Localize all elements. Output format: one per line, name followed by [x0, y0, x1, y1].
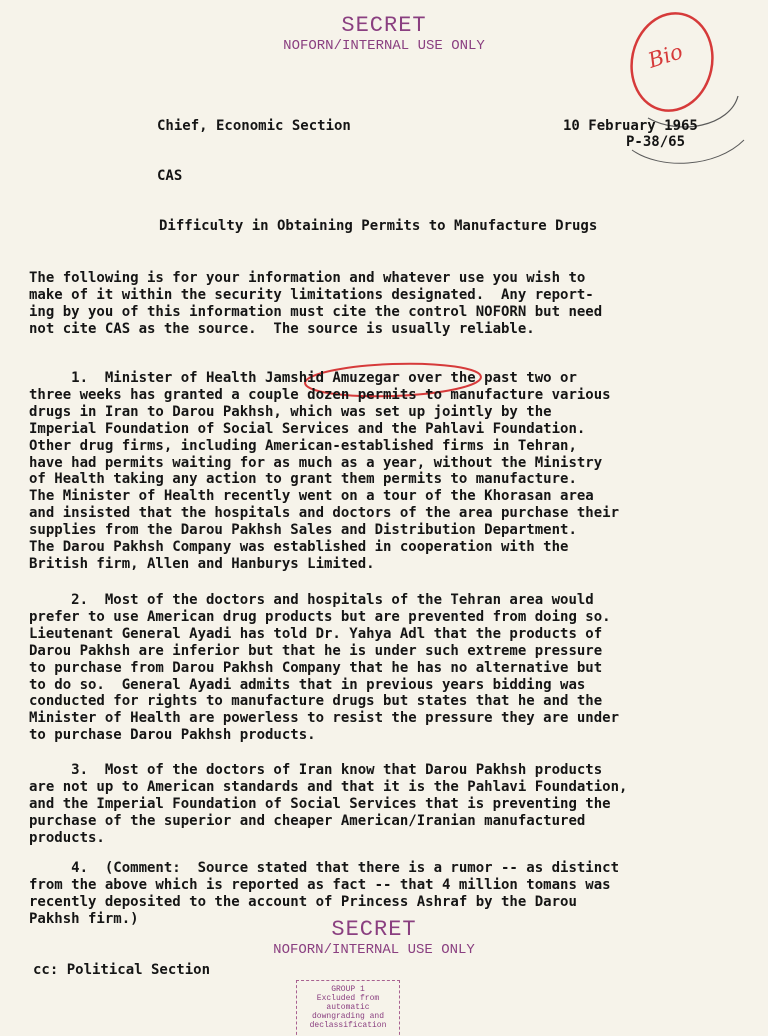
memo-reference: P-38/65 — [626, 134, 686, 150]
group-stamp — [296, 980, 400, 1036]
memo-to: Chief, Economic Section — [157, 118, 351, 134]
memo-from: CAS — [157, 168, 183, 184]
memo-date: 10 February 1965 — [563, 118, 698, 134]
paragraph-4: 4. (Comment: Source stated that there is a rumor -- as distinct from the above which is reported as fact -- that 4 million tomans was recently deposited to the account of Princess Ashraf by the Darou Pakhsh firm.) — [29, 860, 620, 927]
classification-caveat: NOFORN/INTERNAL USE ONLY — [283, 38, 485, 54]
classification-caveat-bottom: NOFORN/INTERNAL USE ONLY — [273, 942, 475, 958]
paragraph-1: 1. Minister of Health Jamshid Amuzegar over the past two or three weeks has granted a couple dozen permits to manufacture various drugs in Iran to Darou Pakhsh, which was set up jointly by the Imperial Foundation of Social Services and the Pahlavi Foundation. Other drug firms, including American-established firms in Tehran, have had permits waiting for as much as a year, without the Ministry of Health taking any action to grant them permits to manufacture. The Minister of Health recently went on a tour of the Khorasan area and insisted that the hospitals and doctors of the area purchase their supplies from the Darou Pakhsh Sales and Distribution Department. The Darou Pakhsh Company was established in cooperation with the British firm, Allen and Hanburys Limited. — [29, 370, 620, 572]
bottom-classification — [0, 918, 758, 958]
intro-paragraph: The following is for your information and whatever use you wish to make of it within the security limitations designated. Any report- ing by you of this information must cite the control NOFORN but need not cite CAS as the source. The source is usually reliable. — [29, 270, 603, 337]
classification-level: SECRET — [341, 13, 427, 38]
stamp-line-1: GROUP 1 — [331, 985, 365, 994]
carbon-copy: cc: Political Section — [33, 962, 211, 978]
stamp-line-3: downgrading and — [311, 1012, 384, 1021]
stamp-line-4: declassification — [309, 1021, 387, 1030]
paragraph-2: 2. Most of the doctors and hospitals of the Tehran area would prefer to use American drug products but are prevented from doing so. Lieutenant General Ayadi has told Dr. Yahya Adl that the products of Darou Pakhsh are inferior but that he is under such extreme pressure to purchase from Darou Pakhsh Company that he has no alternative but to do so. General Ayadi admits that in previous years bidding was conducted for rights to manufacture drugs but states that he and the Minister of Health are powerless to resist the pressure they are under to purchase Darou Pakhsh products. — [29, 592, 620, 744]
paragraph-3: 3. Most of the doctors of Iran know that Darou Pakhsh products are not up to American standards and that it is the Pahlavi Foundation, and the Imperial Foundation of Social Services that is preventing the purchase of the superior and cheaper American/Iranian manufactured products. — [29, 762, 628, 846]
memo-subject: Difficulty in Obtaining Permits to Manufacture Drugs — [159, 218, 598, 234]
classification-level-bottom: SECRET — [331, 917, 417, 942]
stamp-line-2: Excluded from automatic — [316, 994, 380, 1012]
bio-annotation: Bio — [645, 39, 686, 73]
